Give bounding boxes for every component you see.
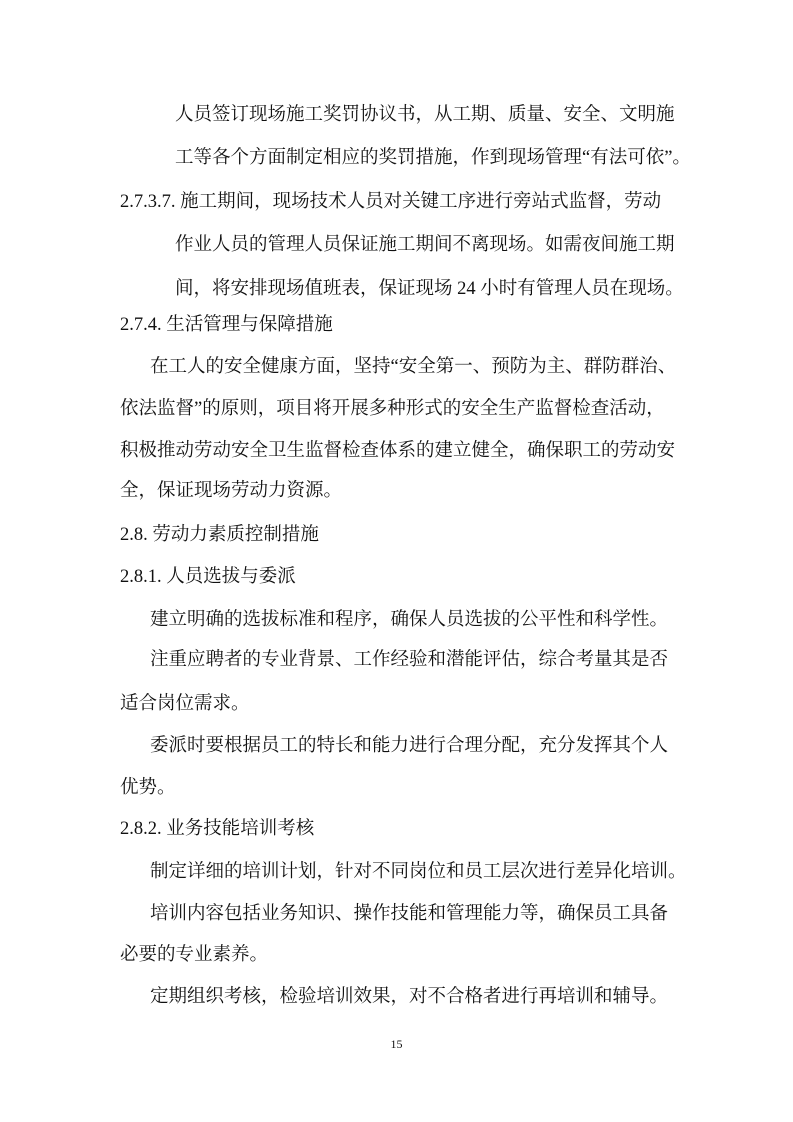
paragraph-line: 依法监督”的原则，项目将开展多种形式的安全生产监督检查活动， (120, 399, 665, 419)
numbered-item-heading: 2.7.3.7. 施工期间，现场技术人员对关键工序进行旁站式监督，劳动 (120, 192, 662, 212)
paragraph-line: 必要的专业素养。 (120, 945, 269, 965)
paragraph-line: 委派时要根据员工的特长和能力进行合理分配，充分发挥其个人 (150, 736, 669, 756)
paragraph-line: 培训内容包括业务知识、操作技能和管理能力等，确保员工具备 (150, 904, 669, 924)
paragraph-line: 建立明确的选拔标准和程序，确保人员选拔的公平性和科学性。 (150, 610, 669, 630)
section-heading: 2.8.1. 人员选拔与委派 (120, 567, 296, 587)
paragraph-line: 工等各个方面制定相应的奖罚措施，作到现场管理“有法可依”。 (175, 148, 691, 168)
page-number: 15 (390, 1037, 403, 1051)
section-heading: 2.7.4. 生活管理与保障措施 (120, 315, 333, 335)
paragraph-line: 定期组织考核，检验培训效果，对不合格者进行再培训和辅导。 (150, 987, 669, 1007)
paragraph-line: 在工人的安全健康方面，坚持“安全第一、预防为主、群防群治、 (150, 357, 677, 377)
paragraph-line: 间，将安排现场值班表，保证现场 24 小时有管理人员在现场。 (175, 279, 684, 299)
section-heading: 2.8. 劳动力素质控制措施 (120, 525, 319, 545)
paragraph-line: 优势。 (120, 778, 176, 798)
paragraph-line: 适合岗位需求。 (120, 694, 250, 714)
paragraph-line: 人员签订现场施工奖罚协议书，从工期、质量、安全、文明施 (175, 105, 675, 125)
paragraph-line: 制定详细的培训计划，针对不同岗位和员工层次进行差异化培训。 (150, 862, 687, 882)
paragraph-line: 注重应聘者的专业背景、工作经验和潜能评估，综合考量其是否 (150, 650, 669, 670)
paragraph-line: 作业人员的管理人员保证施工期间不离现场。如需夜间施工期 (175, 235, 675, 255)
section-heading: 2.8.2. 业务技能培训考核 (120, 819, 315, 839)
paragraph-line: 全，保证现场劳动力资源。 (120, 481, 343, 501)
paragraph-line: 积极推动劳动安全卫生监督检查体系的建立健全，确保职工的劳动安 (120, 441, 676, 461)
